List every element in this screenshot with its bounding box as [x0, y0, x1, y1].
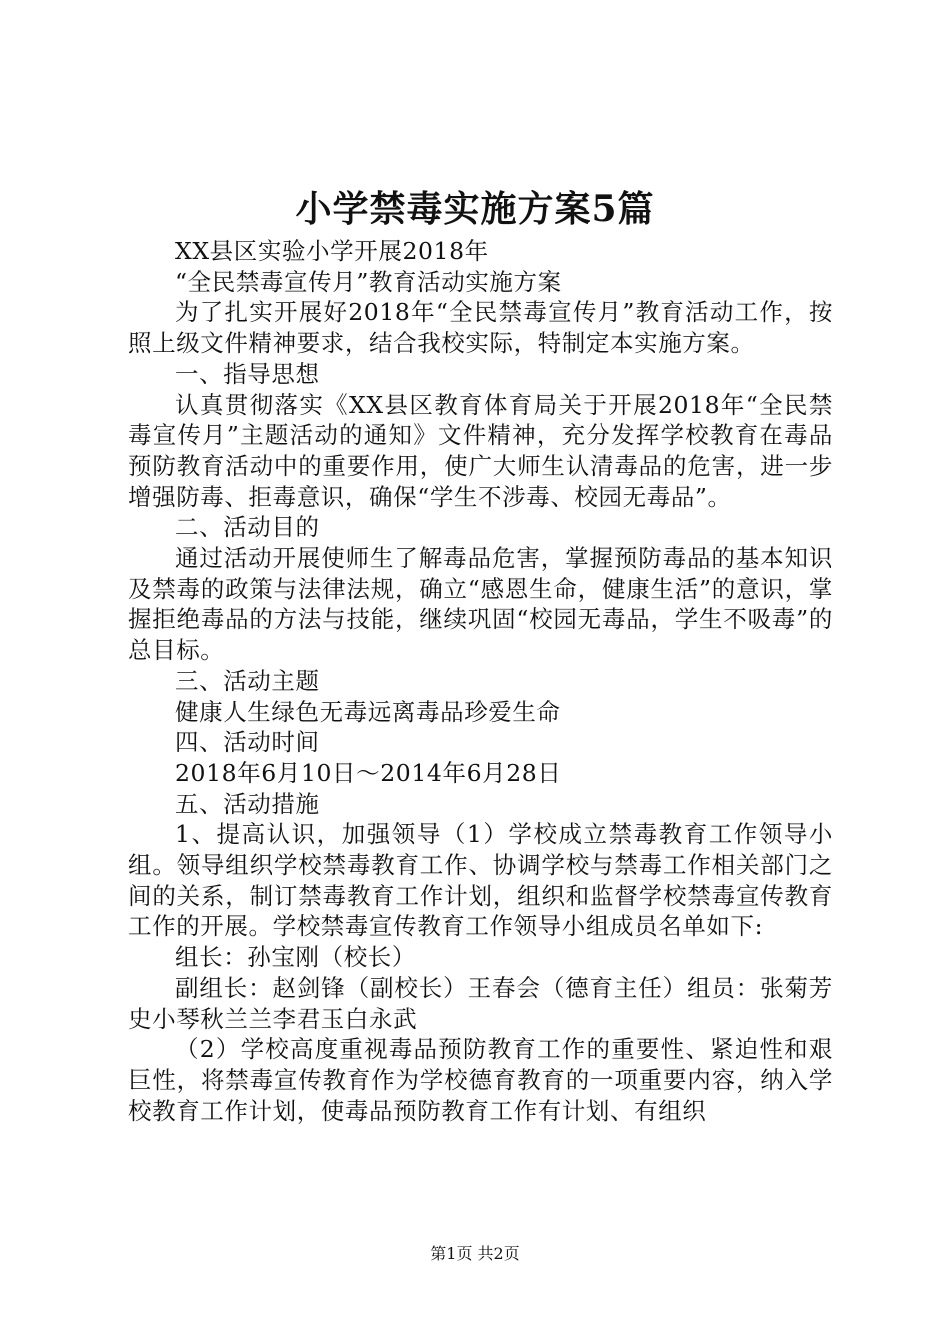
- section-heading-activity-measures: 五、活动措施: [175, 789, 320, 818]
- paragraph-measures-1: 1、提高认识，加强领导（1）学校成立禁毒教育工作领导小组。领导组织学校禁毒教育工作、协调学校与禁毒工作相关部门之间的关系，制订禁毒教育工作计划，组织和监督学校禁毒宣传教育工作的开展。学校禁毒宣传教育工作领导小组成员名单如下:: [128, 820, 833, 941]
- paragraph-activity-theme: 健康人生绿色无毒远离毒品珍爱生命: [175, 697, 561, 726]
- section-heading-activity-time: 四、活动时间: [175, 728, 320, 757]
- document-title: 小学禁毒实施方案5篇: [295, 188, 655, 230]
- section-heading-guiding-thought: 一、指导思想: [175, 359, 320, 388]
- paragraph-intro-line-1: XX县区实验小学开展2018年: [175, 237, 489, 265]
- section-heading-activity-theme: 三、活动主题: [175, 666, 320, 695]
- document-body: [128, 236, 833, 1126]
- section-heading-activity-goal: 二、活动目的: [175, 513, 320, 542]
- paragraph-activity-time: 2018年6月10日～2014年6月28日: [175, 758, 562, 787]
- paragraph-guiding-thought: 认真贯彻落实《XX县区教育体育局关于开展2018年“全民禁毒宣传月”主题活动的通知》文件精神，充分发挥学校教育在毒品预防教育活动中的重要作用，使广大师生认清毒品的危害，进一步增强防毒、拒毒意识，确保“学生不涉毒、校园无毒品”。: [128, 390, 833, 511]
- paragraph-activity-goal: 通过活动开展使师生了解毒品危害，掌握预防毒品的基本知识及禁毒的政策与法律法规，确立“感恩生命，健康生活”的意识，掌握拒绝毒品的方法与技能，继续巩固“校园无毒品，学生不吸毒”的总目标。: [128, 544, 833, 665]
- paragraph-purpose: 为了扎实开展好2018年“全民禁毒宣传月”教育活动工作，按照上级文件精神要求，结合我校实际，特制定本实施方案。: [128, 298, 833, 358]
- paragraph-group-leader: 组长：孙宝刚（校长）: [175, 943, 416, 972]
- page-footer: 第1页 共2页: [430, 1244, 520, 1263]
- paragraph-intro-line-2: “全民禁毒宣传月”教育活动实施方案: [175, 267, 562, 296]
- paragraph-deputy-leaders: 副组长：赵剑锋（副校长）王春会（德育主任）组员：张菊芳史小琴秋兰兰李君玉白永武: [128, 973, 833, 1033]
- paragraph-measures-2: （2）学校高度重视毒品预防教育工作的重要性、紧迫性和艰巨性，将禁毒宣传教育作为学校德育教育的一项重要内容，纳入学校教育工作计划，使毒品预防教育工作有计划、有组织: [128, 1035, 833, 1125]
